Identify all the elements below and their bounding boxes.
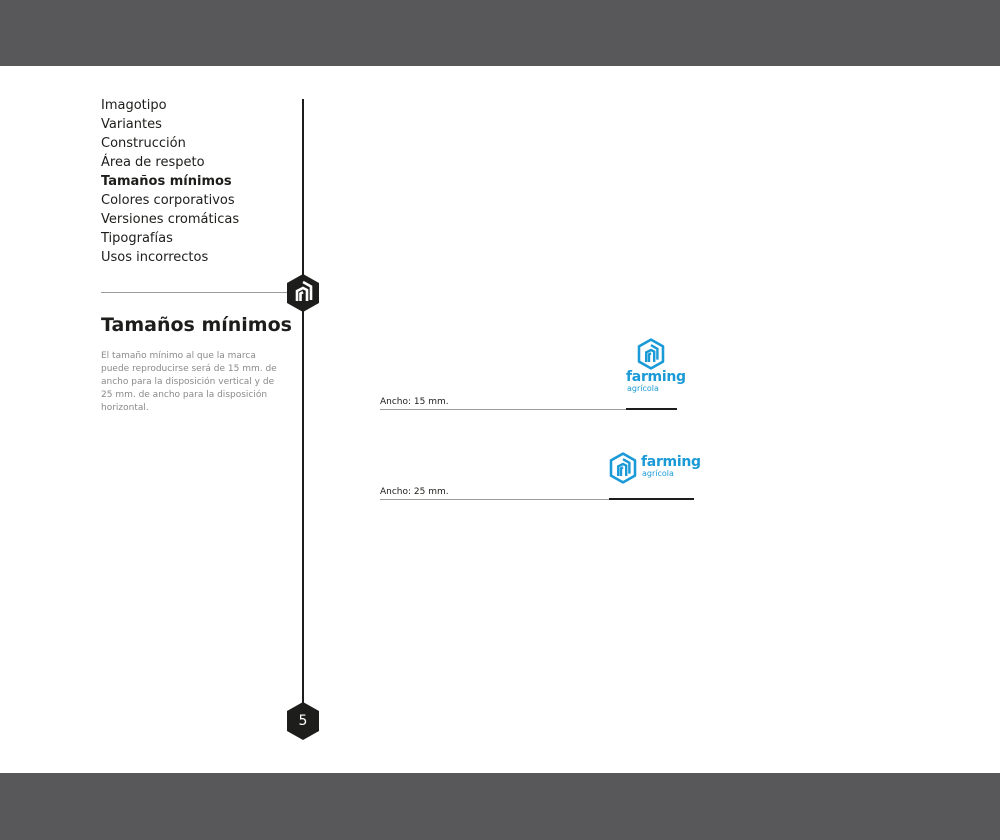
nav-item-usos-incorrectos[interactable]: Usos incorrectos [101, 250, 209, 265]
page-number: 5 [298, 713, 308, 729]
nav-item-versiones-cromaticas[interactable]: Versiones cromáticas [101, 212, 240, 227]
nav-item-construccion[interactable]: Construcción [101, 136, 186, 151]
size-label-15mm: Ancho: 15 mm. [380, 397, 449, 407]
brand-name: farming [626, 369, 686, 385]
nav-item-imagotipo[interactable]: Imagotipo [101, 98, 167, 113]
brand-subtitle: agrícola [627, 384, 659, 393]
brand-name: farming [641, 454, 701, 470]
nav-item-tipografias[interactable]: Tipografías [101, 231, 173, 246]
bottom-band [0, 773, 1000, 840]
size-label-25mm: Ancho: 25 mm. [380, 487, 449, 497]
section-index [101, 96, 239, 267]
top-band [0, 0, 1000, 66]
nav-item-tamanos-minimos[interactable]: Tamaños mínimos [101, 174, 232, 189]
brand-hexagon-icon [286, 273, 320, 313]
nav-item-area-de-respeto[interactable]: Área de respeto [101, 155, 205, 170]
width-indicator-bar [609, 498, 694, 500]
width-indicator-bar [626, 408, 677, 410]
farming-logo-icon [609, 452, 637, 484]
farming-logo-icon [637, 338, 665, 370]
section-divider [101, 292, 287, 293]
nav-item-variantes[interactable]: Variantes [101, 117, 162, 132]
page-title: Tamaños mínimos [101, 314, 292, 336]
brand-subtitle: agrícola [642, 469, 674, 478]
timeline-line [302, 99, 304, 709]
nav-item-colores-corporativos[interactable]: Colores corporativos [101, 193, 235, 208]
section-description: El tamaño mínimo al que la marca puede reproducirse será de 15 mm. de ancho para la disposición vertical y de 25 mm. de ancho para la disposición horizontal. [101, 351, 277, 413]
